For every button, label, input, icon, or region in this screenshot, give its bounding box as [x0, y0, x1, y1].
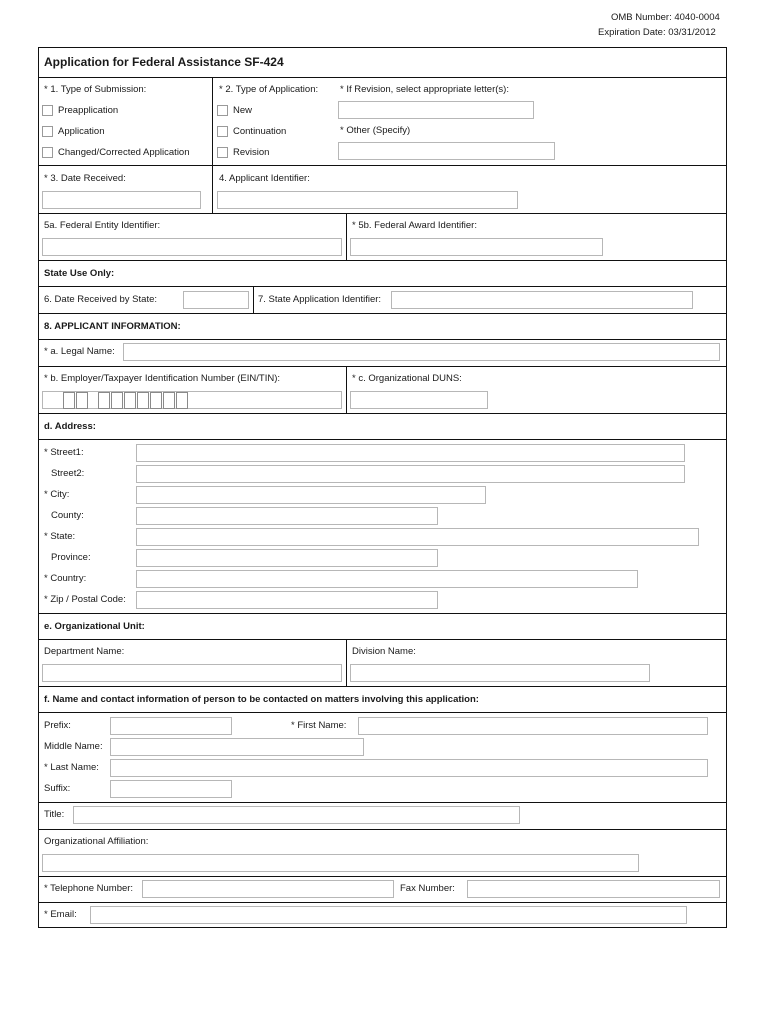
county-field[interactable]: [136, 507, 438, 525]
changed-corrected-label: Changed/Corrected Application: [58, 147, 190, 158]
state-field[interactable]: [136, 528, 699, 546]
state-use-only-label: State Use Only:: [44, 268, 115, 279]
application-checkbox[interactable]: [42, 126, 53, 137]
continuation-checkbox[interactable]: [217, 126, 228, 137]
county-label: County:: [51, 510, 84, 521]
telephone-field[interactable]: [142, 880, 394, 898]
title-field[interactable]: [73, 806, 520, 824]
new-label: New: [233, 105, 253, 116]
street1-field[interactable]: [136, 444, 685, 462]
changed-corrected-checkbox[interactable]: [42, 147, 53, 158]
legal-name-field[interactable]: [123, 343, 720, 361]
other-specify-field[interactable]: [338, 142, 555, 160]
province-field[interactable]: [136, 549, 438, 567]
date-received-label: * 3. Date Received:: [44, 173, 126, 184]
applicant-information-heading: 8. APPLICANT INFORMATION:: [44, 321, 181, 332]
federal-award-identifier-field[interactable]: [350, 238, 603, 256]
fax-field[interactable]: [467, 880, 720, 898]
state-label: * State:: [44, 531, 76, 542]
last-name-label: * Last Name:: [44, 762, 99, 773]
street2-field[interactable]: [136, 465, 685, 483]
first-name-label: * First Name:: [291, 720, 347, 731]
suffix-field[interactable]: [110, 780, 232, 798]
ein-tin-field[interactable]: [42, 391, 342, 409]
state-application-identifier-field[interactable]: [391, 291, 693, 309]
address-heading: d. Address:: [44, 421, 96, 432]
continuation-label: Continuation: [233, 126, 287, 137]
application-label: Application: [58, 126, 105, 137]
organizational-duns-field[interactable]: [350, 391, 488, 409]
contact-heading: f. Name and contact information of person to be contacted on matters involving this application:: [44, 694, 479, 705]
last-name-field[interactable]: [110, 759, 708, 777]
department-name-label: Department Name:: [44, 646, 125, 657]
preapplication-checkbox[interactable]: [42, 105, 53, 116]
revision-label: Revision: [233, 147, 270, 158]
type-of-submission-label: * 1. Type of Submission:: [44, 84, 147, 95]
middle-name-field[interactable]: [110, 738, 364, 756]
preapplication-label: Preapplication: [58, 105, 119, 116]
division-name-field[interactable]: [350, 664, 650, 682]
middle-name-label: Middle Name:: [44, 741, 103, 752]
form-title: Application for Federal Assistance SF-424: [44, 55, 284, 69]
email-field[interactable]: [90, 906, 687, 924]
revision-letters-field[interactable]: [338, 101, 534, 119]
department-name-field[interactable]: [42, 664, 342, 682]
revision-letters-label: * If Revision, select appropriate letter(s):: [340, 84, 509, 95]
street2-label: Street2:: [51, 468, 85, 479]
omb-number: OMB Number: 4040-0004: [611, 12, 720, 23]
legal-name-label: * a. Legal Name:: [44, 346, 115, 357]
organizational-duns-label: * c. Organizational DUNS:: [352, 373, 462, 384]
state-application-identifier-label: 7. State Application Identifier:: [258, 294, 382, 305]
organizational-affiliation-field[interactable]: [42, 854, 639, 872]
federal-award-identifier-label: * 5b. Federal Award Identifier:: [352, 220, 477, 231]
country-field[interactable]: [136, 570, 638, 588]
ein-tin-label: * b. Employer/Taxpayer Identification Number (EIN/TIN):: [44, 373, 281, 384]
date-received-field[interactable]: [42, 191, 201, 209]
first-name-field[interactable]: [358, 717, 708, 735]
date-received-by-state-field[interactable]: [183, 291, 249, 309]
city-label: * City:: [44, 489, 70, 500]
applicant-identifier-field[interactable]: [217, 191, 518, 209]
revision-checkbox[interactable]: [217, 147, 228, 158]
zip-label: * Zip / Postal Code:: [44, 594, 126, 605]
email-label: * Email:: [44, 909, 77, 920]
date-received-by-state-label: 6. Date Received by State:: [44, 294, 158, 305]
fax-label: Fax Number:: [400, 883, 455, 894]
type-of-application-label: * 2. Type of Application:: [219, 84, 319, 95]
federal-entity-identifier-label: 5a. Federal Entity Identifier:: [44, 220, 161, 231]
prefix-field[interactable]: [110, 717, 232, 735]
telephone-label: * Telephone Number:: [44, 883, 134, 894]
street1-label: * Street1:: [44, 447, 84, 458]
suffix-label: Suffix:: [44, 783, 71, 794]
title-label: Title:: [44, 809, 65, 820]
organizational-unit-heading: e. Organizational Unit:: [44, 621, 145, 632]
division-name-label: Division Name:: [352, 646, 416, 657]
zip-field[interactable]: [136, 591, 438, 609]
country-label: * Country:: [44, 573, 87, 584]
expiration-date: Expiration Date: 03/31/2012: [598, 27, 716, 38]
province-label: Province:: [51, 552, 91, 563]
organizational-affiliation-label: Organizational Affiliation:: [44, 836, 149, 847]
federal-entity-identifier-field[interactable]: [42, 238, 342, 256]
new-checkbox[interactable]: [217, 105, 228, 116]
applicant-identifier-label: 4. Applicant Identifier:: [219, 173, 310, 184]
other-specify-label: * Other (Specify): [340, 125, 411, 136]
prefix-label: Prefix:: [44, 720, 71, 731]
city-field[interactable]: [136, 486, 486, 504]
